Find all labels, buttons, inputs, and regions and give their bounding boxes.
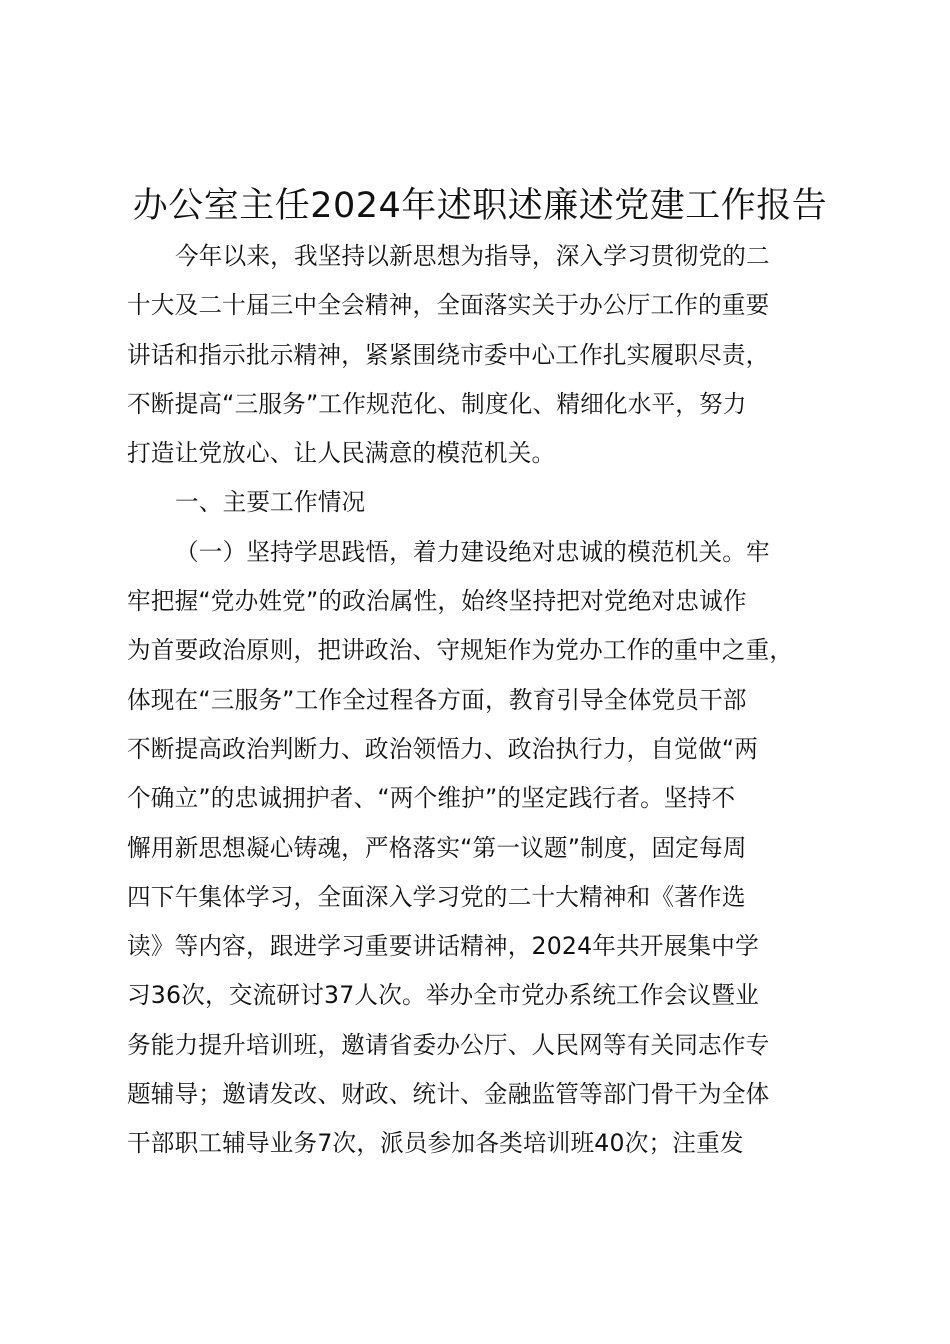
paragraph-line: 习36次，交流研讨37人次。举办全市党办系统工作会议暨业	[127, 981, 759, 1010]
document-title: 办公室主任2024年述职述廉述党建工作报告	[132, 186, 828, 226]
paragraph-line: 不断提高政治判断力、政治领悟力、政治执行力，自觉做“两	[127, 734, 759, 763]
paragraph-line: 今年以来，我坚持以新思想为指导，深入学习贯彻党的二	[175, 242, 770, 270]
paragraph-line: 务能力提升培训班，邀请省委办公厅、人民网等有关同志作专	[127, 1030, 770, 1059]
paragraph-line: 读》等内容，跟进学习重要讲话精神，2024年共开展集中学	[127, 932, 759, 961]
paragraph-line: 懈用新思想凝心铸魂，严格落实“第一议题”制度，固定每周	[127, 833, 747, 862]
paragraph-line: 四下午集体学习，全面深入学习党的二十大精神和《著作选	[127, 882, 746, 911]
paragraph-line: 为首要政治原则，把讲政治、守规矩作为党办工作的重中之重，	[127, 636, 794, 665]
paragraph-line: 个确立”的忠诚拥护者、“两个维护”的坚定践行者。坚持不	[127, 784, 736, 813]
paragraph-line: 干部职工辅导业务7次，派员参加各类培训班40次；注重发	[127, 1129, 744, 1158]
section-heading: 一、主要工作情况	[175, 488, 366, 517]
paragraph-line: 体现在“三服务”工作全过程各方面，教育引导全体党员干部	[127, 685, 747, 714]
document-body	[127, 232, 867, 1169]
paragraph-line: 打造让党放心、让人民满意的模范机关。	[127, 439, 556, 468]
paragraph-line: 讲话和指示批示精神，紧紧围绕市委中心工作扎实履职尽责，	[127, 340, 770, 369]
paragraph-line: （一）坚持学思践悟，着力建设绝对忠诚的模范机关。牢	[175, 537, 770, 566]
paragraph-line: 牢把握“党办姓党”的政治属性，始终坚持把对党绝对忠诚作	[127, 587, 747, 616]
paragraph-line: 题辅导；邀请发改、财政、统计、金融监管等部门骨干为全体	[127, 1080, 770, 1109]
paragraph-line: 十大及二十届三中全会精神，全面落实关于办公厅工作的重要	[127, 291, 770, 320]
paragraph-line: 不断提高“三服务”工作规范化、制度化、精细化水平，努力	[127, 389, 747, 418]
